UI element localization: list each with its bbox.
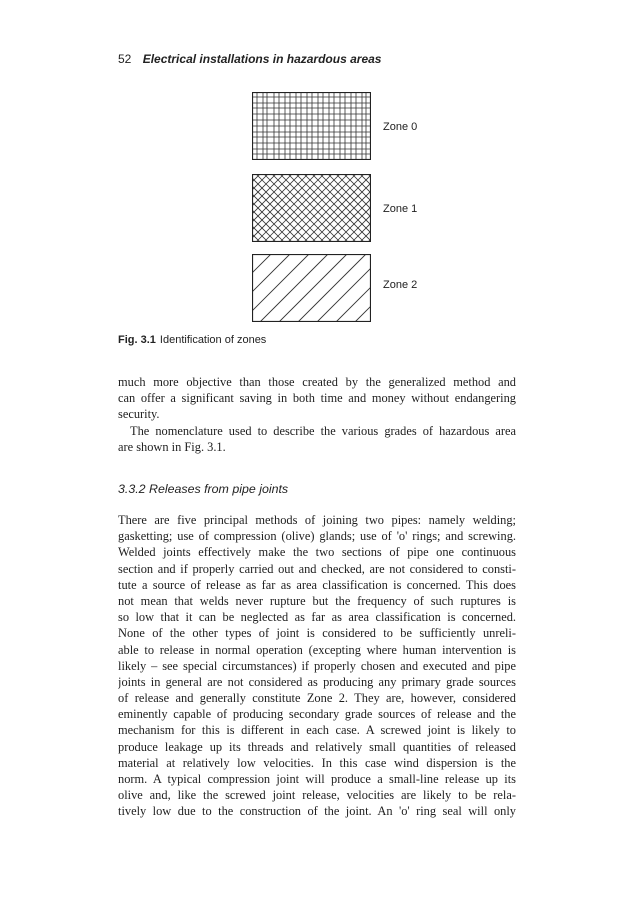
figure-label: Fig. 3.1 xyxy=(118,334,156,346)
paragraph-line: tively low due to the construction of the joint. An 'o' ring seal will only xyxy=(118,804,516,819)
hatch-line xyxy=(328,174,371,242)
paragraph-line: of release and generally constitute Zone 2. They are, however, considered xyxy=(118,691,516,706)
hatch-line xyxy=(252,174,300,242)
hatch-line xyxy=(260,254,328,322)
hatch-line xyxy=(328,174,371,242)
paragraph-line: eminently capable of producing secondary grade sources of release and the xyxy=(118,707,516,722)
paragraph-line: security. xyxy=(118,407,160,422)
paragraph-line: are shown in Fig. 3.1. xyxy=(118,440,226,455)
hatch-line xyxy=(252,174,284,242)
hatch-line xyxy=(252,174,260,242)
paragraph-line: so low that it can be neglected as far as area classification is concerned. xyxy=(118,610,516,625)
hatch-line xyxy=(344,174,371,242)
hatch-line xyxy=(252,174,260,242)
hatch-line xyxy=(252,254,290,322)
zone-1-symbol xyxy=(252,174,371,242)
zone-0-symbol xyxy=(252,92,371,160)
hatch-line xyxy=(298,254,366,322)
paragraph-line: olive and, like the screwed joint release, velocities are likely to be rela- xyxy=(118,788,516,803)
hatch-line xyxy=(252,174,276,242)
paragraph-line: can offer a significant saving in both time and money without endangering xyxy=(118,391,516,406)
paragraph-line: produce leakage up its threads and relatively small quantities of released xyxy=(118,739,516,754)
paragraph-line: There are five principal methods of joining two pipes: namely welding; xyxy=(118,513,516,527)
zone-2-label: Zone 2 xyxy=(383,279,418,291)
paragraph-line: norm. A typical compression joint will produce a small-line release up its xyxy=(118,772,516,786)
hatch-line xyxy=(252,174,308,242)
hatch-line xyxy=(252,174,308,242)
section-heading: 3.3.2 Releases from pipe joints xyxy=(118,482,289,496)
page-number: 52 xyxy=(118,52,132,66)
paragraph-line: material at relatively low velocities. In this case wind dispersion is the xyxy=(118,755,516,770)
paragraph-line: able to release in normal operation (excepting where human intervention is xyxy=(118,642,516,657)
zone-2-symbol xyxy=(252,254,371,322)
paragraph-1 xyxy=(118,374,516,423)
paragraph-line: much more objective than those created by the generalized method and xyxy=(118,375,516,389)
paragraph-3 xyxy=(118,512,516,820)
paragraph-line: gasketting; use of compression (olive) glands; use of 'o' rings; and screwing. xyxy=(118,529,516,544)
hatch-line xyxy=(252,174,276,242)
hatch-line xyxy=(252,254,271,322)
hatch-line xyxy=(317,254,371,322)
hatch-line xyxy=(279,254,347,322)
paragraph-line: tute a source of release as far as area classification is concerned. This does xyxy=(118,577,516,592)
paragraph-line: The nomenclature used to describe the various grades of hazardous area xyxy=(130,424,516,438)
hatch-line xyxy=(355,254,371,322)
hatch-line xyxy=(344,174,371,242)
running-head xyxy=(118,52,381,66)
paragraph-2 xyxy=(118,423,516,455)
zone-1-label: Zone 1 xyxy=(383,203,418,215)
hatch-line xyxy=(252,174,300,242)
paragraph-line: None of the other types of joint is considered to be sufficiently unreli- xyxy=(118,626,516,641)
running-head-title: Electrical installations in hazardous areas xyxy=(142,52,382,66)
zone-0-label: Zone 0 xyxy=(383,121,418,133)
figure-caption-text: Identification of zones xyxy=(159,334,267,346)
paragraph-line: Welded joints effectively make the two sections of pipe one continuous xyxy=(118,545,516,560)
paragraph-line: joints in general are not considered as producing any primary grade sources xyxy=(118,674,516,689)
paragraph-line: likely – see special circumstances) if properly chosen and executed and pipe xyxy=(118,658,516,673)
paragraph-line: mechanism for this is different in each case. A screwed joint is likely to xyxy=(118,723,516,738)
figure-caption xyxy=(118,334,266,346)
hatch-line xyxy=(252,174,284,242)
paragraph-line: section and if properly carried out and checked, are not considered to consti- xyxy=(118,561,516,576)
paragraph-line: not mean that welds never rupture but the frequency of such ruptures is xyxy=(118,593,516,608)
